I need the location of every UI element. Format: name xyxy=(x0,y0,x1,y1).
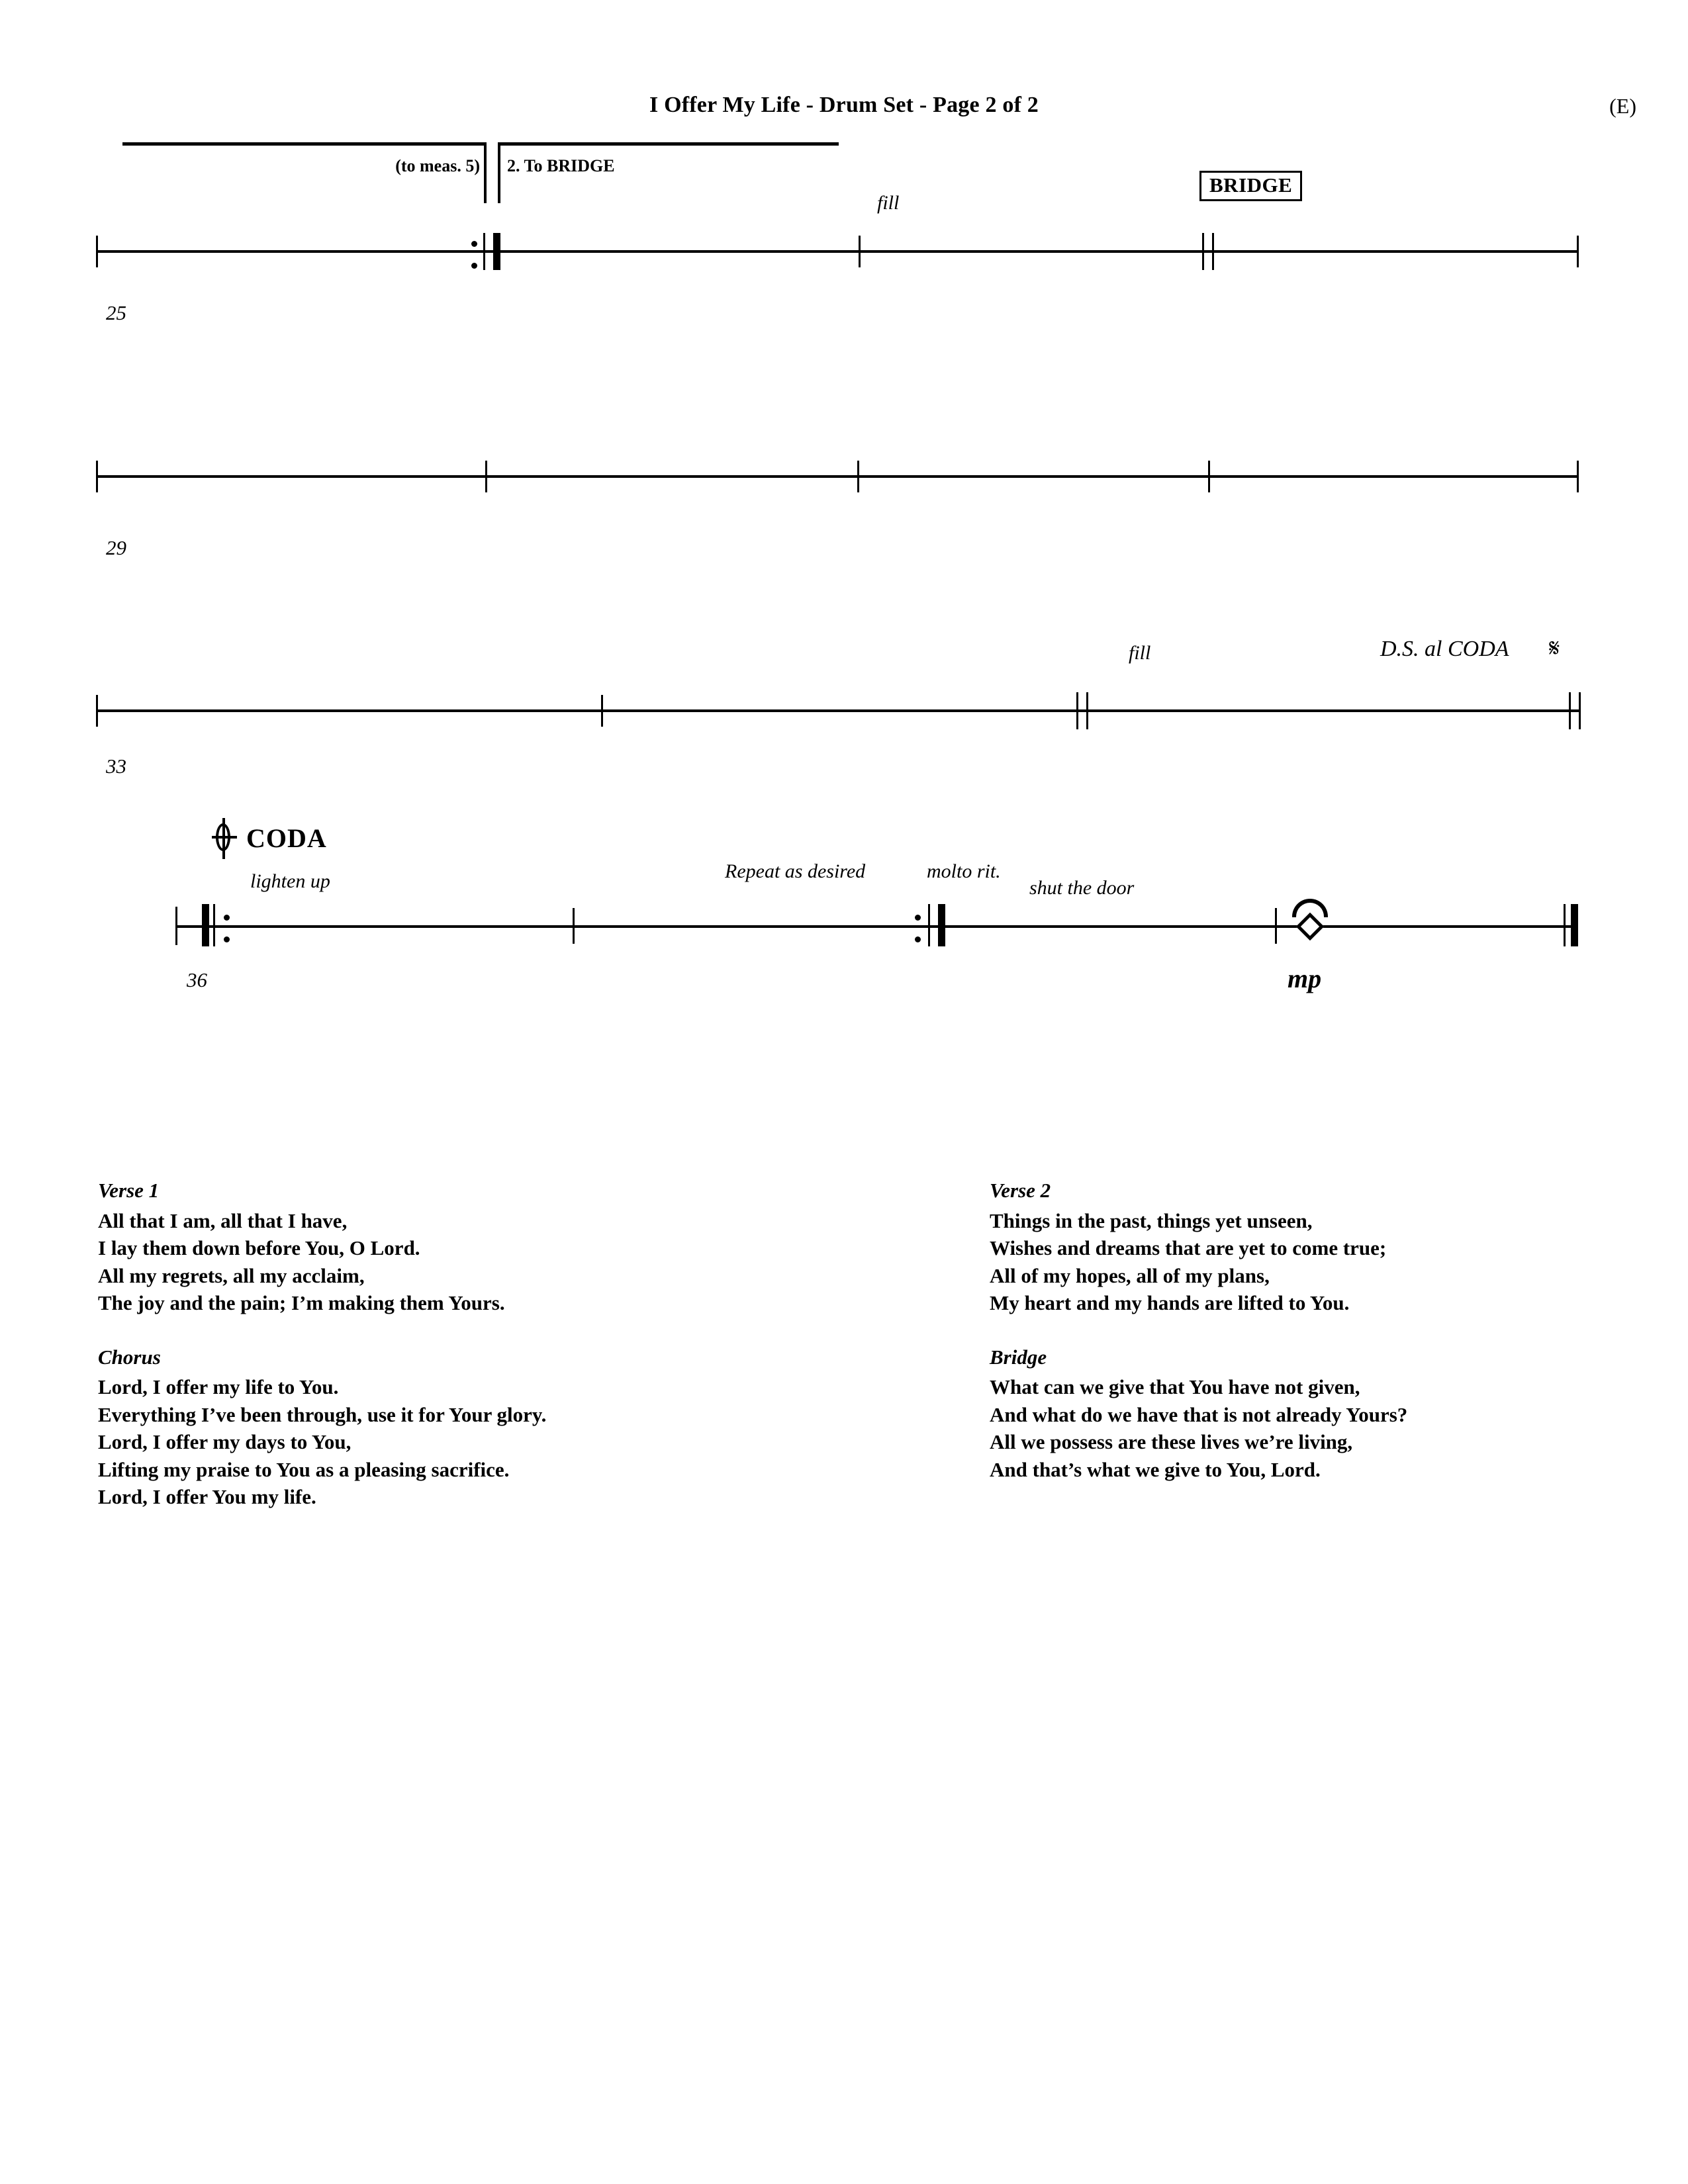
repeat-dots-system4-start xyxy=(224,915,230,942)
fill-marking-2: fill xyxy=(1129,642,1151,664)
barline-system1-double-a xyxy=(1202,233,1204,270)
shut-the-door-marking: shut the door xyxy=(1029,877,1135,899)
coda-icon xyxy=(212,821,237,855)
measure-number-36: 36 xyxy=(187,968,207,991)
lyrics-line: Lord, I offer my days to You, xyxy=(98,1430,352,1454)
volta-bracket-second-ending xyxy=(498,142,839,203)
measure-number-33: 33 xyxy=(106,754,126,778)
barline-system4-endrepeat-thick xyxy=(938,904,945,946)
barline-system3-double-a xyxy=(1076,692,1078,729)
repeat-dots-system4-end xyxy=(915,915,921,942)
lyrics-line: All my regrets, all my acclaim, xyxy=(98,1263,365,1287)
lyrics-line: Lifting my praise to You as a pleasing sacrifice. xyxy=(98,1457,510,1481)
barline-system4-m1 xyxy=(573,908,575,944)
barline-system4-startrepeat-thick xyxy=(202,904,209,946)
dynamic-mp: mp xyxy=(1288,964,1322,993)
molto-rit-marking: molto rit. xyxy=(927,860,1001,882)
rehearsal-mark-bridge: BRIDGE xyxy=(1199,171,1302,201)
barline-system3-final-a xyxy=(1569,692,1571,729)
lyrics-line: My heart and my hands are lifted to You. xyxy=(990,1291,1350,1315)
barline-system3-start xyxy=(96,695,98,727)
lyrics-heading: Chorus xyxy=(98,1345,161,1369)
lyrics-line: All that I am, all that I have, xyxy=(98,1208,348,1232)
segno-icon: 𝄋 xyxy=(1549,633,1560,662)
lyrics-line: I lay them down before You, O Lord. xyxy=(98,1236,420,1260)
barline-system3-m1 xyxy=(601,695,603,727)
barline-system4-startrepeat-thin xyxy=(213,904,215,946)
staff-line-2 xyxy=(96,475,1579,478)
lyrics-line: And what do we have that is not already Yours? xyxy=(990,1402,1408,1426)
lyrics-left-column xyxy=(98,1177,925,1511)
lyrics-line: All we possess are these lives we’re living, xyxy=(990,1430,1353,1454)
barline-system4-final-thin xyxy=(1564,904,1566,946)
repeat-dots-system1 xyxy=(471,241,477,269)
barline-system4-start xyxy=(175,907,177,945)
lyrics-block-bridge xyxy=(990,1343,1685,1484)
barline-system2-m3 xyxy=(1208,461,1210,492)
barline-system4-endrepeat-thin xyxy=(928,904,930,946)
lyrics-line: The joy and the pain; I’m making them Yours. xyxy=(98,1291,505,1315)
lyrics-heading: Bridge xyxy=(990,1345,1047,1369)
lyrics-line: What can we give that You have not given, xyxy=(990,1375,1360,1399)
barline-system1-repeat-thin xyxy=(483,233,485,270)
lyrics-right-column xyxy=(990,1177,1685,1483)
lyrics-line: Everything I’ve been through, use it for Your glory. xyxy=(98,1402,547,1426)
repeat-as-desired-marking: Repeat as desired xyxy=(725,860,866,882)
lyrics-line: And that’s what we give to You, Lord. xyxy=(990,1457,1321,1481)
coda-label: CODA xyxy=(246,823,327,853)
ds-al-coda-text: D.S. al CODA xyxy=(1380,637,1509,661)
barline-system1-double-b xyxy=(1212,233,1214,270)
volta-second-ending-label: 2. To BRIDGE xyxy=(507,156,615,175)
lyrics-line: Lord, I offer You my life. xyxy=(98,1485,316,1509)
lyrics-heading: Verse 1 xyxy=(98,1179,160,1202)
measure-number-29: 29 xyxy=(106,536,126,559)
lyrics-block-chorus xyxy=(98,1343,925,1511)
lyrics-block-verse-1 xyxy=(98,1177,925,1317)
lyrics-line: Lord, I offer my life to You. xyxy=(98,1375,339,1399)
page-title: I Offer My Life - Drum Set - Page 2 of 2 xyxy=(649,93,1039,117)
barline-system2-m1 xyxy=(485,461,487,492)
barline-system3-double-b xyxy=(1086,692,1088,729)
fill-marking-1: fill xyxy=(877,192,900,214)
barline-system4-m3 xyxy=(1275,908,1277,944)
barline-system2-m2 xyxy=(857,461,859,492)
staff-line-4 xyxy=(175,925,1577,928)
lyrics-line: All of my hopes, all of my plans, xyxy=(990,1263,1270,1287)
lyrics-line: Things in the past, things yet unseen, xyxy=(990,1208,1313,1232)
barline-system2-end xyxy=(1577,461,1579,492)
staff-line-3 xyxy=(96,709,1579,712)
barline-system2-start xyxy=(96,461,98,492)
lighten-up-marking: lighten up xyxy=(250,870,330,892)
barline-system1-repeat-thick xyxy=(493,233,500,270)
barline-system3-final-b xyxy=(1579,692,1581,729)
edition-code: (E) xyxy=(1609,94,1636,118)
lyrics-line: Wishes and dreams that are yet to come true; xyxy=(990,1236,1387,1260)
coda-section-header xyxy=(212,821,327,855)
lyrics-block-verse-2 xyxy=(990,1177,1685,1317)
barline-system4-final-thick xyxy=(1571,904,1578,946)
staff-line-1 xyxy=(96,250,1579,253)
lyrics-heading: Verse 2 xyxy=(990,1179,1051,1202)
volta-bracket-first-ending xyxy=(122,142,487,203)
measure-number-25: 25 xyxy=(106,301,126,324)
volta-first-ending-label: (to meas. 5) xyxy=(395,156,480,175)
barline-system1-m2 xyxy=(859,236,861,267)
barline-system1-end xyxy=(1577,236,1579,267)
barline-system1-start xyxy=(96,236,98,267)
